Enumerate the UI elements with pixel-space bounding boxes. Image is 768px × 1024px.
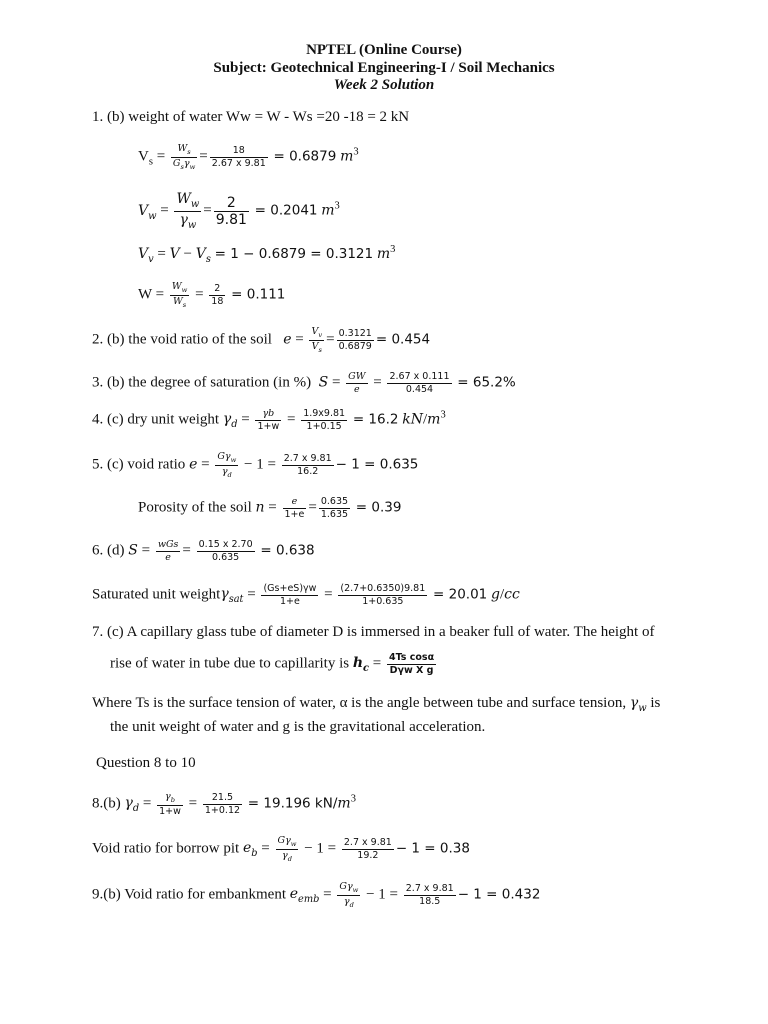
h-num: 4Ts cosα <box>388 652 435 663</box>
q2-num: 0.3121 <box>338 328 372 340</box>
p-den1: 1+e <box>284 508 305 520</box>
q4-result: = 16.2 <box>352 411 399 428</box>
vv-expr: = 1 − 0.6879 = 0.3121 <box>214 246 374 262</box>
q4-statement: 4. (c) dry unit weight <box>92 411 220 428</box>
q5-porosity-line: Porosity of the soil n = $\frac{e}{1+e}$ = $\frac{0.635}{1.635}$ = 0.39 <box>138 496 402 520</box>
q7-line2-text: rise of water in tube due to capillarity is <box>110 655 350 672</box>
q3-result: = 65.2% <box>457 374 516 391</box>
s-result: = 20.01 <box>433 586 488 603</box>
q1-statement: 1. (b) weight of water Ww = W - Ws =20 -18 = 2 kN <box>92 109 410 125</box>
s-num1: (Gs+eS)γw <box>263 583 317 594</box>
q9-line: 9.(b) Void ratio for embankment $e_{emb}$ = $\frac{G\gamma_w}{\gamma_d}$ − 1 = $\frac{2.7 x 9.81}{18.5}$ − 1 = 0.432 <box>92 881 541 909</box>
q1-vw-equation: $V_w$ = $\frac{W_w}{\gamma_w}$ = $\frac{2}{9.81}$ = 0.2041 $m^3$ <box>138 191 340 231</box>
q7-line2: rise of water in tube due to capillarity is $h_c$ = $\frac{\text{4Ts cosα}}{\text{Dγw X g}}$ <box>110 652 435 676</box>
header-week: Week 2 Solution <box>333 77 435 93</box>
s-num2: (2.7+0.6350)9.81 <box>340 583 426 594</box>
header-subject: Subject: Geotechnical Engineering-I / Soil Mechanics <box>213 60 555 76</box>
w-den: 18 <box>211 295 224 307</box>
q5-statement: 5. (c) void ratio <box>92 456 186 473</box>
q8-frac-2 <box>203 793 242 815</box>
q7-where2: the unit weight of water and g is the gravitational acceleration. <box>110 719 486 735</box>
q3-den1: e <box>354 383 360 395</box>
porosity-label: Porosity of the soil <box>138 499 252 516</box>
q3-statement: 3. (b) the degree of saturation (in %) <box>92 374 312 391</box>
p-result: = 0.39 <box>355 499 402 516</box>
q2-den: 0.6879 <box>338 340 372 352</box>
e-result: − 1 = 0.432 <box>457 886 541 903</box>
w-num: 2 <box>209 284 225 296</box>
q1-vs-equation: $V_s$ = $\frac{W_s}{G_s\gamma_w}$ = $\frac{18}{2.67 x 9.81}$ = 0.6879 $m^3$ <box>138 143 359 171</box>
q8-line: 8.(b) $\gamma_d$ = $\frac{\gamma_b}{1+w}$ = $\frac{21.5}{1+0.12}$ = 19.196 $kN/m^3$ <box>92 791 356 817</box>
q4-line: 4. (c) dry unit weight $\gamma_d$ = $\frac{\gamma b}{1+w}$ = $\frac{1.9x9.81}{1+0.15}$ = 16.2 $kN/m^3$ <box>92 408 446 432</box>
q8-label: 8.(b) <box>92 795 121 812</box>
q4-num2: 1.9x9.81 <box>303 408 346 419</box>
e-den2: 18.5 <box>419 895 441 907</box>
q3-line: 3. (b) the degree of saturation (in %) S = $\frac{GW}{e}$ = $\frac{2.67 x 0.111}{0.454}$ = 65.2% <box>92 371 516 395</box>
b-den2: 19.2 <box>357 849 379 861</box>
q7-where1: Where Ts is the surface tension of water, α is the angle between tube and surface tension, $\gamma_w$ is <box>92 695 661 714</box>
q8-num2: 21.5 <box>203 793 242 805</box>
sat-label: Saturated unit weight <box>92 586 221 603</box>
q5-frac-2 <box>282 454 334 476</box>
b-num2: 2.7 x 9.81 <box>343 837 392 849</box>
q5-result: − 1 = 0.635 <box>335 456 419 473</box>
borrow-line: Void ratio for borrow pit $e_b$ = $\frac{G\gamma_w}{\gamma_d}$ − 1 = $\frac{2.7 x 9.81}{19.2}$ − 1 = 0.38 <box>92 835 470 863</box>
s-den1: 1+e <box>280 595 300 607</box>
p-num2: 0.635 <box>320 496 349 507</box>
q6-statement: 6. (d) <box>92 542 125 559</box>
s-den2: 1+0.635 <box>362 595 404 607</box>
q8-result: = 19.196 kN/ <box>247 795 338 812</box>
sat-frac-1 <box>261 584 318 606</box>
h-den: Dγw X g <box>389 664 434 676</box>
vw-num: 2 <box>214 196 249 212</box>
q6-line: 6. (d) S = $\frac{\text{wGs}}{e}$ = $\frac{0.15 x 2.70}{0.635}$ = 0.638 <box>92 539 315 563</box>
q3-num2: 2.67 x 0.111 <box>389 371 450 382</box>
porosity-frac-2 <box>319 497 350 519</box>
vw-frac-1: $\frac{W_w}{\gamma_w}$ <box>176 191 200 231</box>
q6-num1: wGs <box>157 539 179 550</box>
q4-den2: 1+0.15 <box>306 420 342 432</box>
borrow-frac-1: $\frac{G\gamma_w}{\gamma_d}$ <box>277 835 297 863</box>
q2-frac-2 <box>337 329 374 351</box>
porosity-frac-1 <box>283 497 307 519</box>
vw-result: = 0.2041 <box>254 202 318 219</box>
vs-label: V <box>138 148 149 165</box>
q8to10-heading: Question 8 to 10 <box>96 755 196 771</box>
q3-num1: GW <box>348 371 366 382</box>
w-frac-1: $\frac{W_w}{W_s}$ <box>171 281 188 309</box>
q5-num2: 2.7 x 9.81 <box>283 453 332 465</box>
q4-frac-1 <box>255 409 281 431</box>
vw-frac-2 <box>214 196 249 227</box>
q6-den2: 0.635 <box>212 551 240 563</box>
vs-frac-1: $\frac{W_s}{G_s\gamma_w}$ <box>172 143 196 171</box>
q4-den1: 1+w <box>257 420 280 432</box>
q2-statement: 2. (b) the void ratio of the soil <box>92 331 272 348</box>
borrow-label: Void ratio for borrow pit <box>92 840 240 857</box>
vw-den: 9.81 <box>215 211 247 228</box>
p-den2: 1.635 <box>320 508 349 520</box>
header-title: NPTEL (Online Course) <box>306 42 462 58</box>
q7-where1-tail: is <box>650 695 661 711</box>
vs-result: = 0.6879 <box>273 148 337 165</box>
vs-num: 18 <box>210 146 268 158</box>
q2-result: = 0.454 <box>375 331 431 348</box>
borrow-frac-2 <box>342 838 394 860</box>
q9-label: 9.(b) Void ratio for embankment <box>92 886 286 903</box>
q8-frac-1: $\frac{\gamma_b}{1+w}$ <box>159 791 181 817</box>
q6-frac-1 <box>156 540 181 562</box>
b-result: − 1 = 0.38 <box>395 840 470 857</box>
capillary-frac <box>387 653 436 675</box>
q6-result: = 0.638 <box>260 542 315 559</box>
sat-frac-2 <box>338 584 427 606</box>
q7-line1: 7. (c) A capillary glass tube of diameter D is immersed in a beaker full of water. The height of <box>92 624 655 640</box>
q5-frac-1: $\frac{G\gamma_w}{\gamma_d}$ <box>217 451 237 479</box>
q3-den2: 0.454 <box>405 383 434 395</box>
emb-frac-2 <box>404 884 456 906</box>
q6-den1: e <box>165 551 171 563</box>
q3-frac-1 <box>346 372 367 394</box>
q5-line: 5. (c) void ratio e = $\frac{G\gamma_w}{\gamma_d}$ − 1 = $\frac{2.7 x 9.81}{16.2}$ − 1 = 0.635 <box>92 451 419 479</box>
p-num1: e <box>291 496 298 507</box>
vs-den: 2.67 x 9.81 <box>211 157 266 169</box>
q5-den2: 16.2 <box>297 465 319 477</box>
vs-frac-2 <box>210 146 268 168</box>
q2-line: 2. (b) the void ratio of the soil e = $\frac{V_v}{V_s}$ = $\frac{0.3121}{0.6879}$ = 0.454 <box>92 326 431 354</box>
q2-frac-1: $\frac{V_v}{V_s}$ <box>311 326 323 354</box>
q1-vv-equation: $V_v = V - V_s = 1 - 0.6879 = 0.3121$ $m^3$ <box>138 244 396 265</box>
q7-where1-text: Where Ts is the surface tension of water, α is the angle between tube and surface tension, <box>92 695 627 711</box>
q3-frac-2 <box>387 372 451 394</box>
w-result: = 0.111 <box>231 286 286 303</box>
w-frac-2 <box>209 284 225 306</box>
q1-w-equation: W = $\frac{W_w}{W_s}$ = $\frac{2}{18}$ = 0.111 <box>138 281 286 309</box>
w-label: W <box>138 286 152 303</box>
q4-frac-2 <box>301 409 347 431</box>
q6-saturated-line: Saturated unit weightγ$_{sat}$ = $\frac{(Gs+eS)\gamma w}{1+e}$ = $\frac{(2.7+0.6350)9.81}{1+0.635}$ = 20.01 g/cc <box>92 583 520 607</box>
emb-frac-1: $\frac{G\gamma_w}{\gamma_d}$ <box>339 881 359 909</box>
e-num2: 2.7 x 9.81 <box>405 883 454 895</box>
q6-frac-2 <box>197 540 255 562</box>
q8-den2: 1+0.12 <box>204 804 241 816</box>
q6-num2: 0.15 x 2.70 <box>198 539 253 550</box>
q4-num1: γb <box>262 408 275 419</box>
